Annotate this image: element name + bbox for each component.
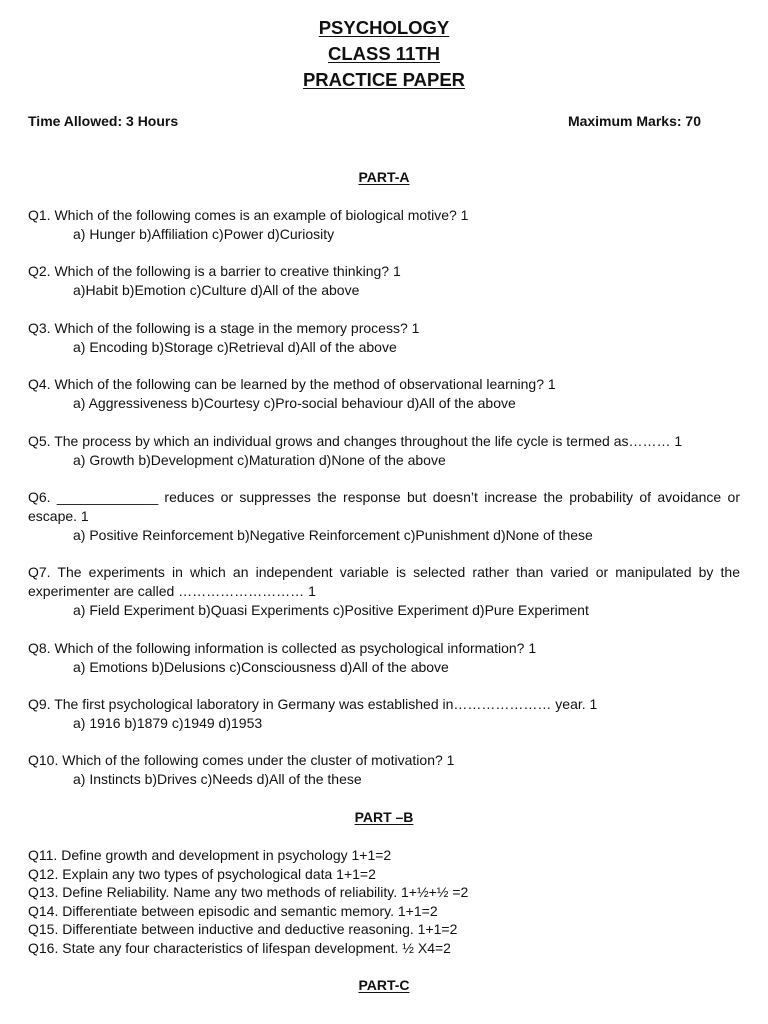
part-b-question-list	[28, 846, 740, 958]
question-10	[28, 751, 740, 789]
question-options: a) Encoding b)Storage c)Retrieval d)All of the above	[73, 339, 397, 355]
question-12: Q12. Explain any two types of psychological data 1+1=2	[28, 865, 376, 882]
question-9	[28, 695, 740, 733]
question-1	[28, 206, 740, 244]
paper-type-title: PRACTICE PAPER	[302, 69, 466, 90]
question-13: Q13. Define Reliability. Name any two methods of reliability. 1+½+½ =2	[28, 884, 469, 901]
class-title: CLASS 11TH	[327, 43, 441, 64]
question-options: a) Hunger b)Affiliation c)Power d)Curiosity	[73, 226, 335, 242]
question-7	[28, 563, 740, 620]
question-15: Q15. Differentiate between inductive and deductive reasoning. 1+1=2	[28, 921, 458, 938]
question-text: Q5. The process by which an individual grows and changes throughout the life cycle is termed as……… 1	[28, 433, 683, 449]
question-5	[28, 432, 740, 470]
part-c-heading: PART-C	[358, 977, 410, 993]
question-text: Q6. _____________ reduces or suppresses the response but doesn’t increase the probability of avoidance or escape. 1	[28, 489, 740, 524]
question-text: Q1. Which of the following comes is an example of biological motive? 1	[28, 207, 469, 223]
question-3	[28, 319, 740, 357]
paper-title	[0, 15, 768, 93]
question-8	[28, 639, 740, 677]
question-text: Q2. Which of the following is a barrier to creative thinking? 1	[28, 263, 401, 279]
question-6	[28, 488, 740, 545]
question-options: a) Instincts b)Drives c)Needs d)All of the these	[73, 771, 362, 787]
question-2	[28, 262, 740, 300]
question-text: Q10. Which of the following comes under the cluster of motivation? 1	[28, 752, 455, 768]
question-options: a) Field Experiment b)Quasi Experiments c)Positive Experiment d)Pure Experiment	[73, 602, 589, 618]
question-options: a)Habit b)Emotion c)Culture d)All of the above	[73, 282, 360, 298]
question-11: Q11. Define growth and development in psychology 1+1=2	[28, 847, 392, 863]
question-options: a) Growth b)Development c)Maturation d)None of the above	[73, 452, 446, 468]
question-16: Q16. State any four characteristics of lifespan development. ½ X4=2	[28, 939, 451, 956]
question-14: Q14. Differentiate between episodic and semantic memory. 1+1=2	[28, 902, 438, 919]
question-options: a) Emotions b)Delusions c)Consciousness d)All of the above	[73, 659, 449, 675]
question-options: a) 1916 b)1879 c)1949 d)1953	[73, 715, 263, 731]
part-b-heading: PART –B	[354, 809, 414, 825]
question-text: Q4. Which of the following can be learned by the method of observational learning? 1	[28, 376, 556, 392]
subject-title: PSYCHOLOGY	[318, 17, 450, 38]
question-4	[28, 375, 740, 413]
question-options: a) Positive Reinforcement b)Negative Reinforcement c)Punishment d)None of these	[73, 527, 593, 543]
question-options: a) Aggressiveness b)Courtesy c)Pro-social behaviour d)All of the above	[73, 395, 516, 411]
part-a-heading: PART-A	[358, 169, 410, 185]
time-allowed: Time Allowed: 3 Hours	[28, 113, 179, 129]
question-text: Q3. Which of the following is a stage in the memory process? 1	[28, 320, 420, 336]
question-text: Q9. The first psychological laboratory in Germany was established in………………… year. 1	[28, 696, 598, 712]
maximum-marks: Maximum Marks: 70	[567, 113, 701, 129]
question-text: Q8. Which of the following information is collected as psychological information? 1	[28, 640, 537, 656]
question-text: Q7. The experiments in which an independent variable is selected rather than varied or manipulated by the experimenter are called ……………………… 1	[28, 564, 740, 599]
